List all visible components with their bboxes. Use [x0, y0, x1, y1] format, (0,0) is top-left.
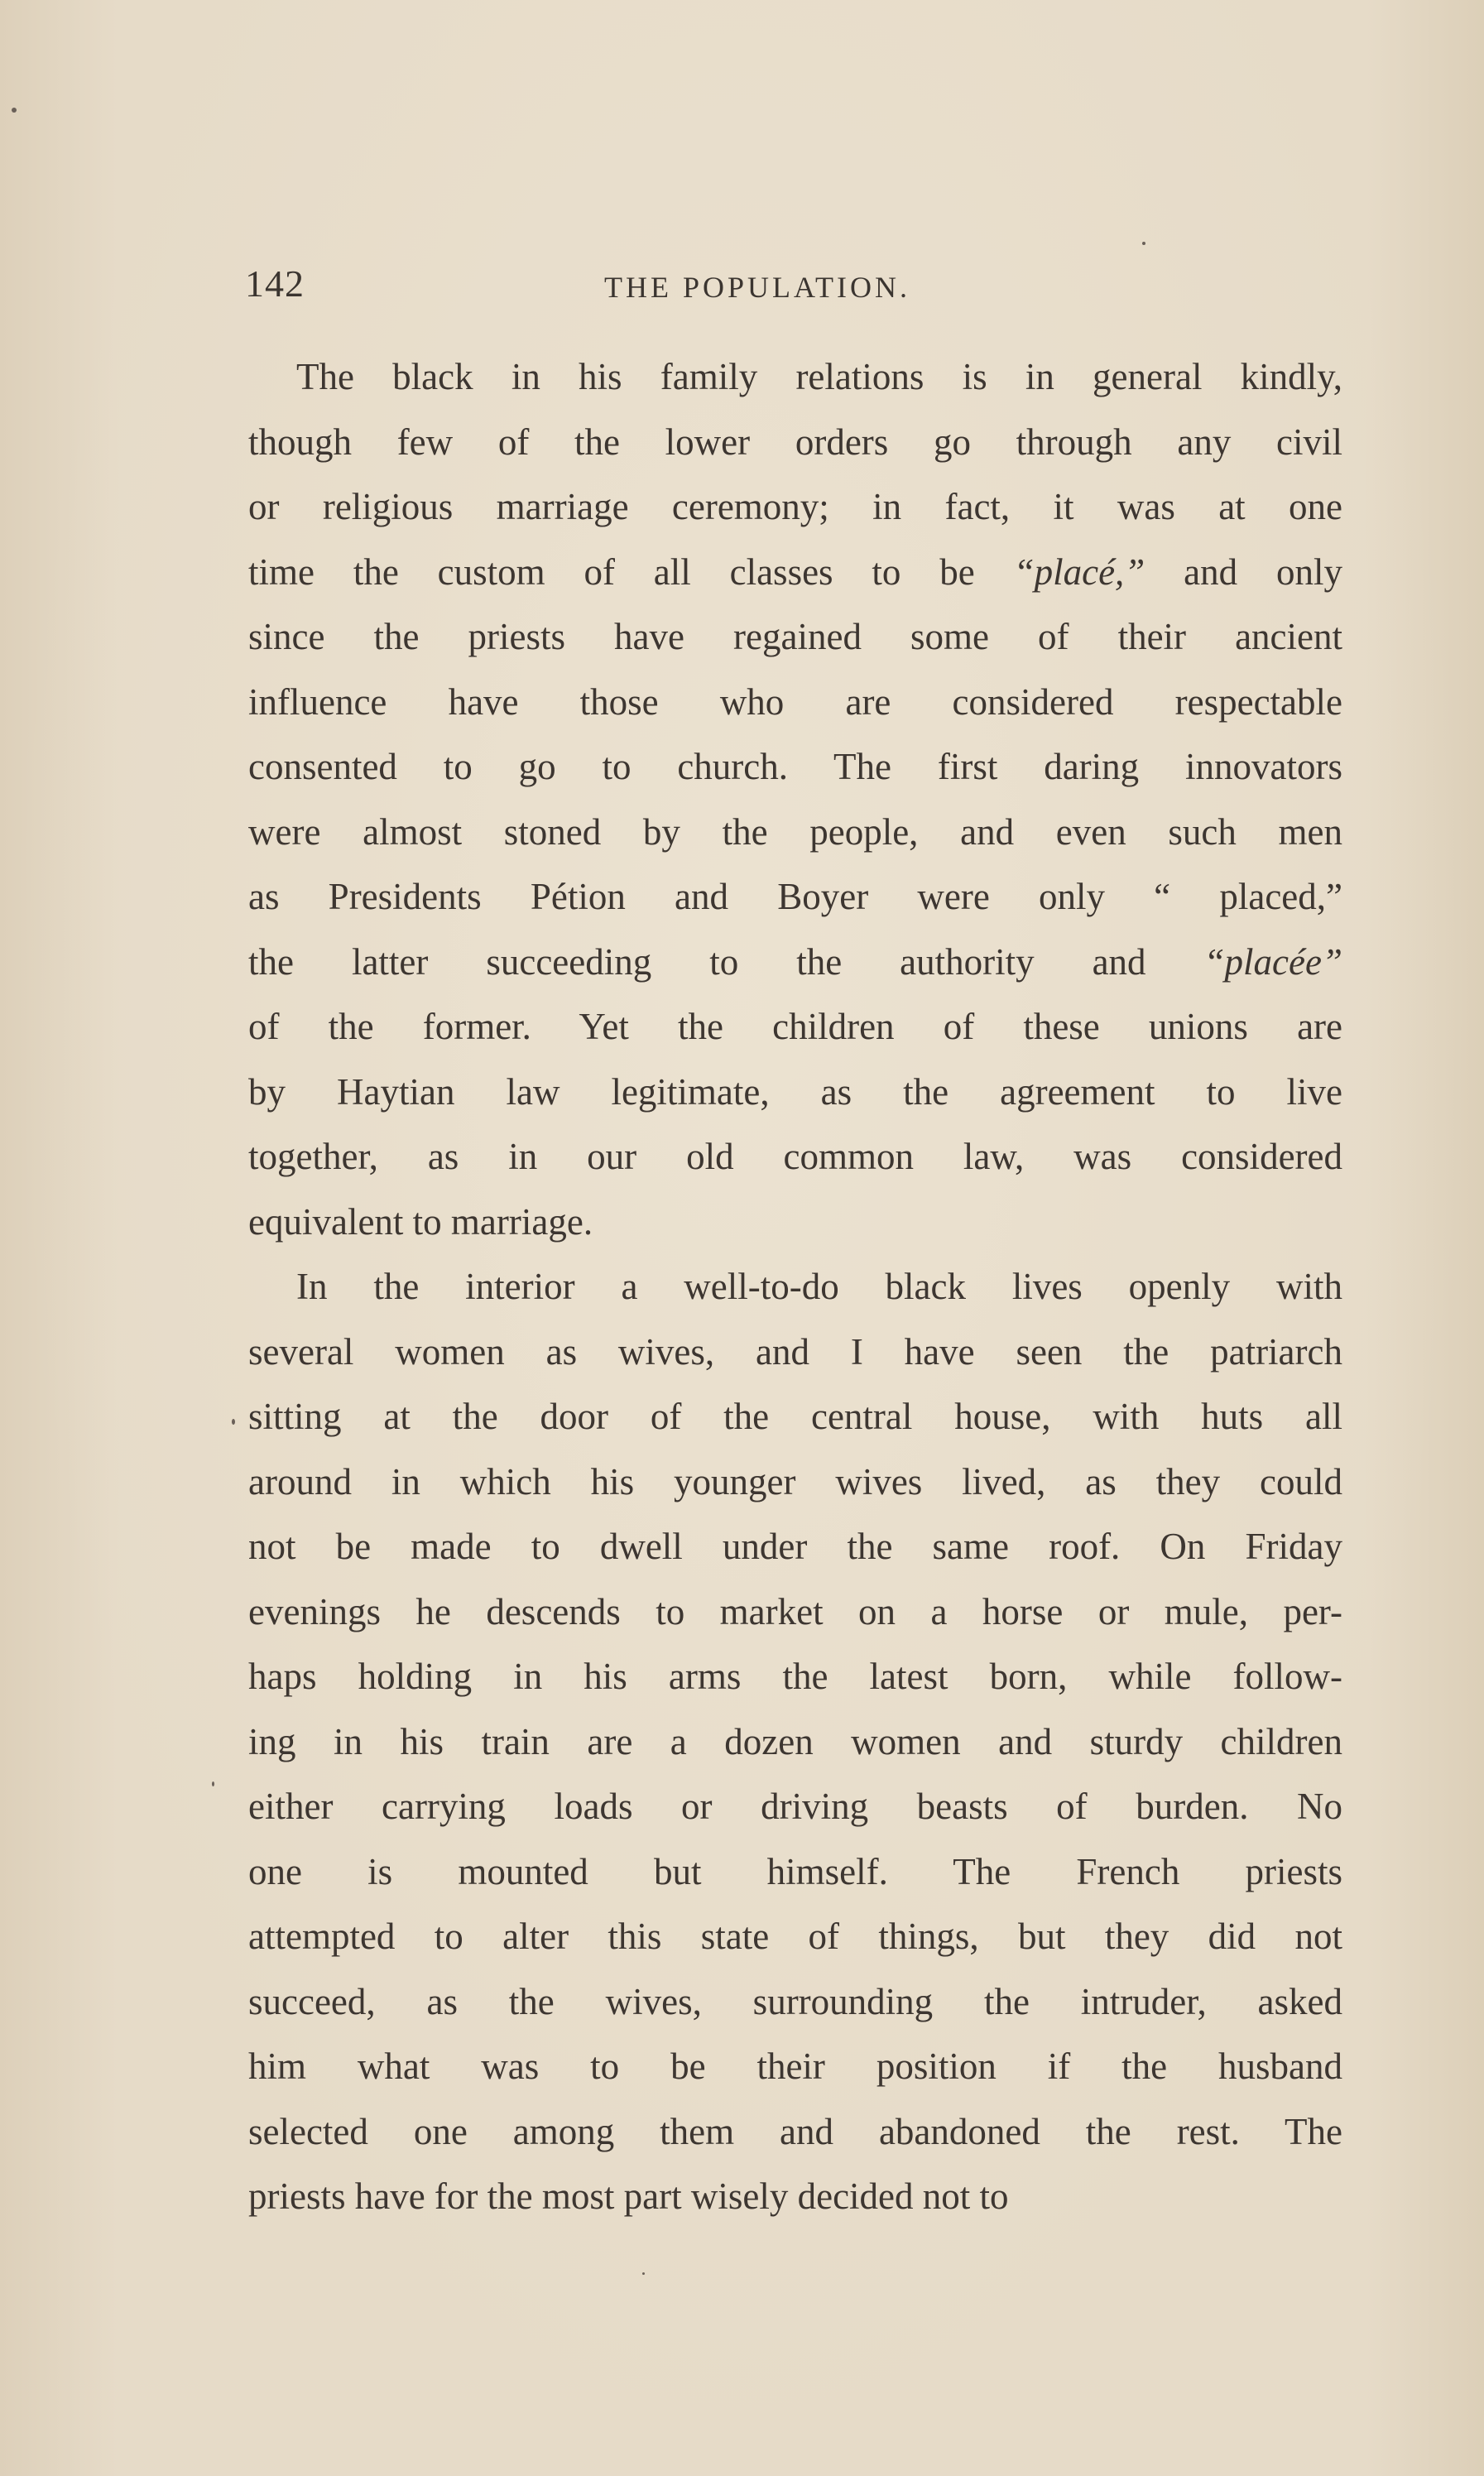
- page-number: 142: [245, 262, 305, 305]
- text-segment: consented to go to church. The first daring innovators: [248, 746, 1342, 787]
- paper-speck: [232, 1419, 235, 1425]
- text-line: [248, 474, 1342, 540]
- text-segment: were almost stoned by the people, and even such men: [248, 810, 1342, 853]
- italic-term: “placée”: [1203, 940, 1342, 983]
- text-segment: or religious marriage ceremony; in fact, it was at one: [248, 486, 1342, 527]
- text-line: [248, 1904, 1342, 1969]
- text-line: [248, 1060, 1342, 1125]
- text-segment: selected one among them and abandoned the rest. The: [248, 2110, 1342, 2152]
- text-line: [248, 930, 1342, 995]
- text-segment: one is mounted but himself. The French priests: [248, 1850, 1342, 1892]
- text-segment: In the interior a well-to-do black lives openly with: [296, 1266, 1342, 1307]
- text-segment: not be made to dwell under the same roof. On Friday: [248, 1526, 1342, 1567]
- text-line: [248, 800, 1342, 865]
- text-line: [248, 1320, 1342, 1385]
- text-segment: equivalent to marriage.: [248, 1200, 593, 1243]
- text-segment: together, as in our old common law, was considered: [248, 1136, 1342, 1177]
- text-segment: influence have those who are considered respectable: [248, 680, 1342, 723]
- text-segment: time the custom of all classes to be: [248, 550, 1014, 593]
- text-segment: though few of the lower orders go through any civil: [248, 421, 1342, 463]
- text-line: [248, 1190, 1342, 1255]
- text-segment: sitting at the door of the central house, with huts all: [248, 1396, 1342, 1437]
- text-line: [248, 1579, 1342, 1645]
- text-segment: him what was to be their position if the husband: [248, 2046, 1342, 2087]
- text-segment: evenings he descends to market on a horse or mule, per-: [248, 1590, 1342, 1632]
- text-line: [248, 1450, 1342, 1515]
- paper-speck: [212, 1781, 214, 1786]
- text-line: [248, 1124, 1342, 1190]
- text-line: [248, 994, 1342, 1060]
- text-segment: haps holding in his arms the latest born, while follow-: [248, 1656, 1342, 1697]
- text-line: [248, 1839, 1342, 1905]
- text-line: [248, 2099, 1342, 2165]
- text-line: [248, 2164, 1342, 2229]
- text-line: [248, 1514, 1342, 1579]
- text-line: [248, 1774, 1342, 1839]
- text-line: [248, 604, 1342, 670]
- paper-speck: [12, 108, 17, 113]
- running-head: THE POPULATION.: [604, 271, 910, 304]
- text-segment: priests have for the most part wisely decided not to: [248, 2176, 1009, 2217]
- text-segment: of the former. Yet the children of these unions are: [248, 1006, 1342, 1047]
- text-line: [248, 1644, 1342, 1709]
- text-line: [248, 1969, 1342, 2035]
- text-segment: ing in his train are a dozen women and sturdy children: [248, 1720, 1342, 1762]
- text-segment: by Haytian law legitimate, as the agreement to live: [248, 1070, 1342, 1113]
- text-segment: succeed, as the wives, surrounding the intruder, asked: [248, 1980, 1342, 2022]
- text-line: [248, 2034, 1342, 2099]
- text-segment: since the priests have regained some of their ancient: [248, 616, 1342, 657]
- text-segment: around in which his younger wives lived, as they could: [248, 1460, 1342, 1502]
- text-segment: as Presidents Pétion and Boyer were only “ placed,”: [248, 876, 1342, 917]
- text-line: [248, 1254, 1342, 1320]
- text-line: [248, 540, 1342, 605]
- body-text: [248, 344, 1342, 2229]
- text-segment: attempted to alter this state of things, but they did not: [248, 1916, 1342, 1957]
- page-header: [245, 262, 1346, 311]
- text-line: [248, 670, 1342, 735]
- text-line: [248, 344, 1342, 410]
- text-segment: several women as wives, and I have seen the patriarch: [248, 1330, 1342, 1373]
- italic-term: “placé,”: [1013, 550, 1145, 593]
- text-segment: the latter succeeding to the authority and: [248, 940, 1204, 983]
- text-line: [248, 410, 1342, 475]
- text-line: [248, 864, 1342, 930]
- text-segment: The black in his family relations is in general kindly,: [296, 356, 1342, 397]
- text-segment: and only: [1145, 550, 1342, 593]
- text-segment: either carrying loads or driving beasts of burden. No: [248, 1786, 1342, 1827]
- paper-speck: [1142, 242, 1145, 245]
- text-line: [248, 1384, 1342, 1450]
- paper-speck: [642, 2272, 645, 2275]
- text-line: [248, 1709, 1342, 1775]
- text-line: [248, 734, 1342, 800]
